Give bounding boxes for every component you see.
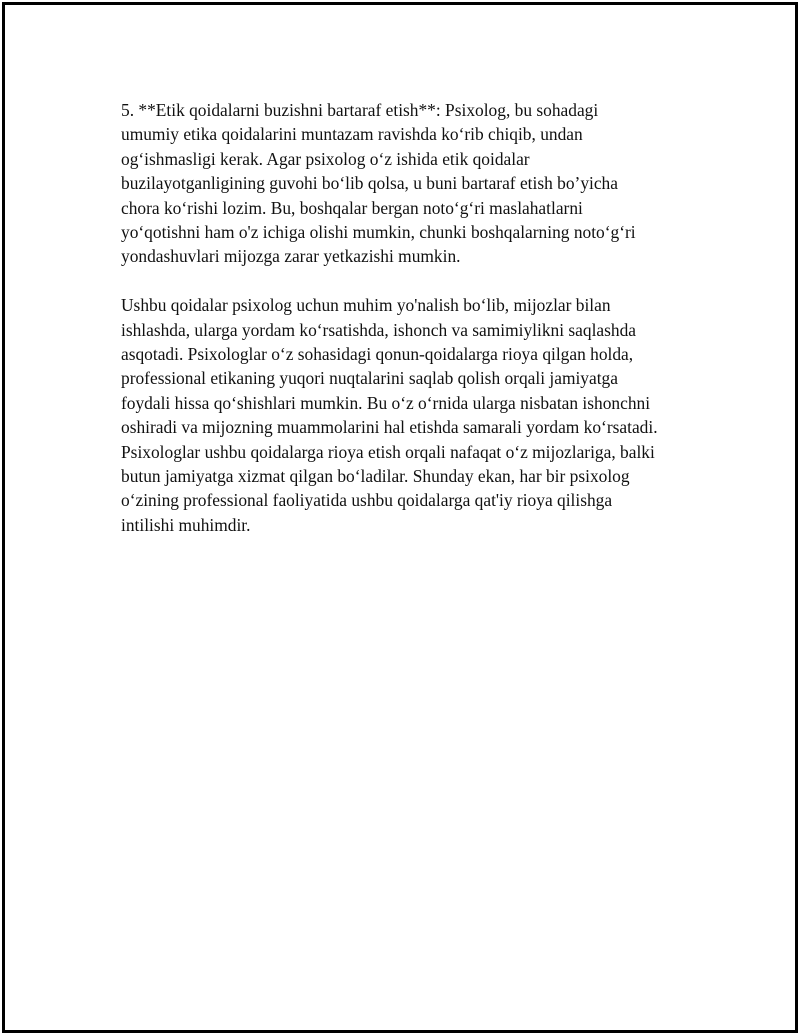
document-body — [121, 98, 711, 537]
text-line: og‘ishmasligi kerak. Agar psixolog o‘z ishida etik qoidalar — [121, 148, 530, 169]
text-line: ishlashda, ularga yordam ko‘rsatishda, ishonch va samimiylikni saqlashda — [121, 319, 637, 340]
text-line: foydali hissa qo‘shishlari mumkin. Bu o‘z o‘rnida ularga nisbatan ishonchni — [121, 392, 651, 413]
text-line: o‘zining professional faoliyatida ushbu qoidalarga qat'iy rioya qilishga — [121, 490, 613, 511]
text-line: butun jamiyatga xizmat qilgan bo‘ladilar. Shunday ekan, har bir psixolog — [121, 466, 630, 487]
text-line: chora ko‘rishi lozim. Bu, boshqalar bergan noto‘g‘ri maslahatlarni — [121, 197, 583, 218]
text-line: umumiy etika qoidalarini muntazam ravishda ko‘rib chiqib, undan — [121, 124, 583, 145]
text-line: buzilayotganligining guvohi bo‘lib qolsa, u buni bartaraf etish bo’yicha — [121, 173, 618, 194]
paragraph-etik-qoidalar — [121, 98, 711, 269]
text-line: 5. **Etik qoidalarni buzishni bartaraf etish**: Psixolog, bu sohadagi — [121, 100, 599, 120]
paragraph-ushbu-qoidalar — [121, 293, 711, 537]
text-line: intilishi muhimdir. — [121, 514, 251, 535]
text-line: yondashuvlari mijozga zarar yetkazishi mumkin. — [121, 246, 461, 267]
text-line: asqotadi. Psixologlar o‘z sohasidagi qonun-qoidalarga rioya qilgan holda, — [121, 344, 634, 365]
text-line: Ushbu qoidalar psixolog uchun muhim yo'nalish bo‘lib, mijozlar bilan — [121, 295, 611, 316]
text-line: yo‘qotishni ham o'z ichiga olishi mumkin, chunki boshqalarning noto‘g‘ri — [121, 222, 636, 243]
text-line: oshiradi va mijozning muammolarini hal etishda samarali yordam ko‘rsatadi. — [121, 417, 658, 438]
text-line: Psixologlar ushbu qoidalarga rioya etish orqali nafaqat o‘z mijozlariga, balki — [121, 441, 655, 462]
text-line: professional etikaning yuqori nuqtalarini saqlab qolish orqali jamiyatga — [121, 368, 618, 389]
paragraph-spacer — [121, 269, 711, 293]
page-frame — [2, 2, 798, 1033]
